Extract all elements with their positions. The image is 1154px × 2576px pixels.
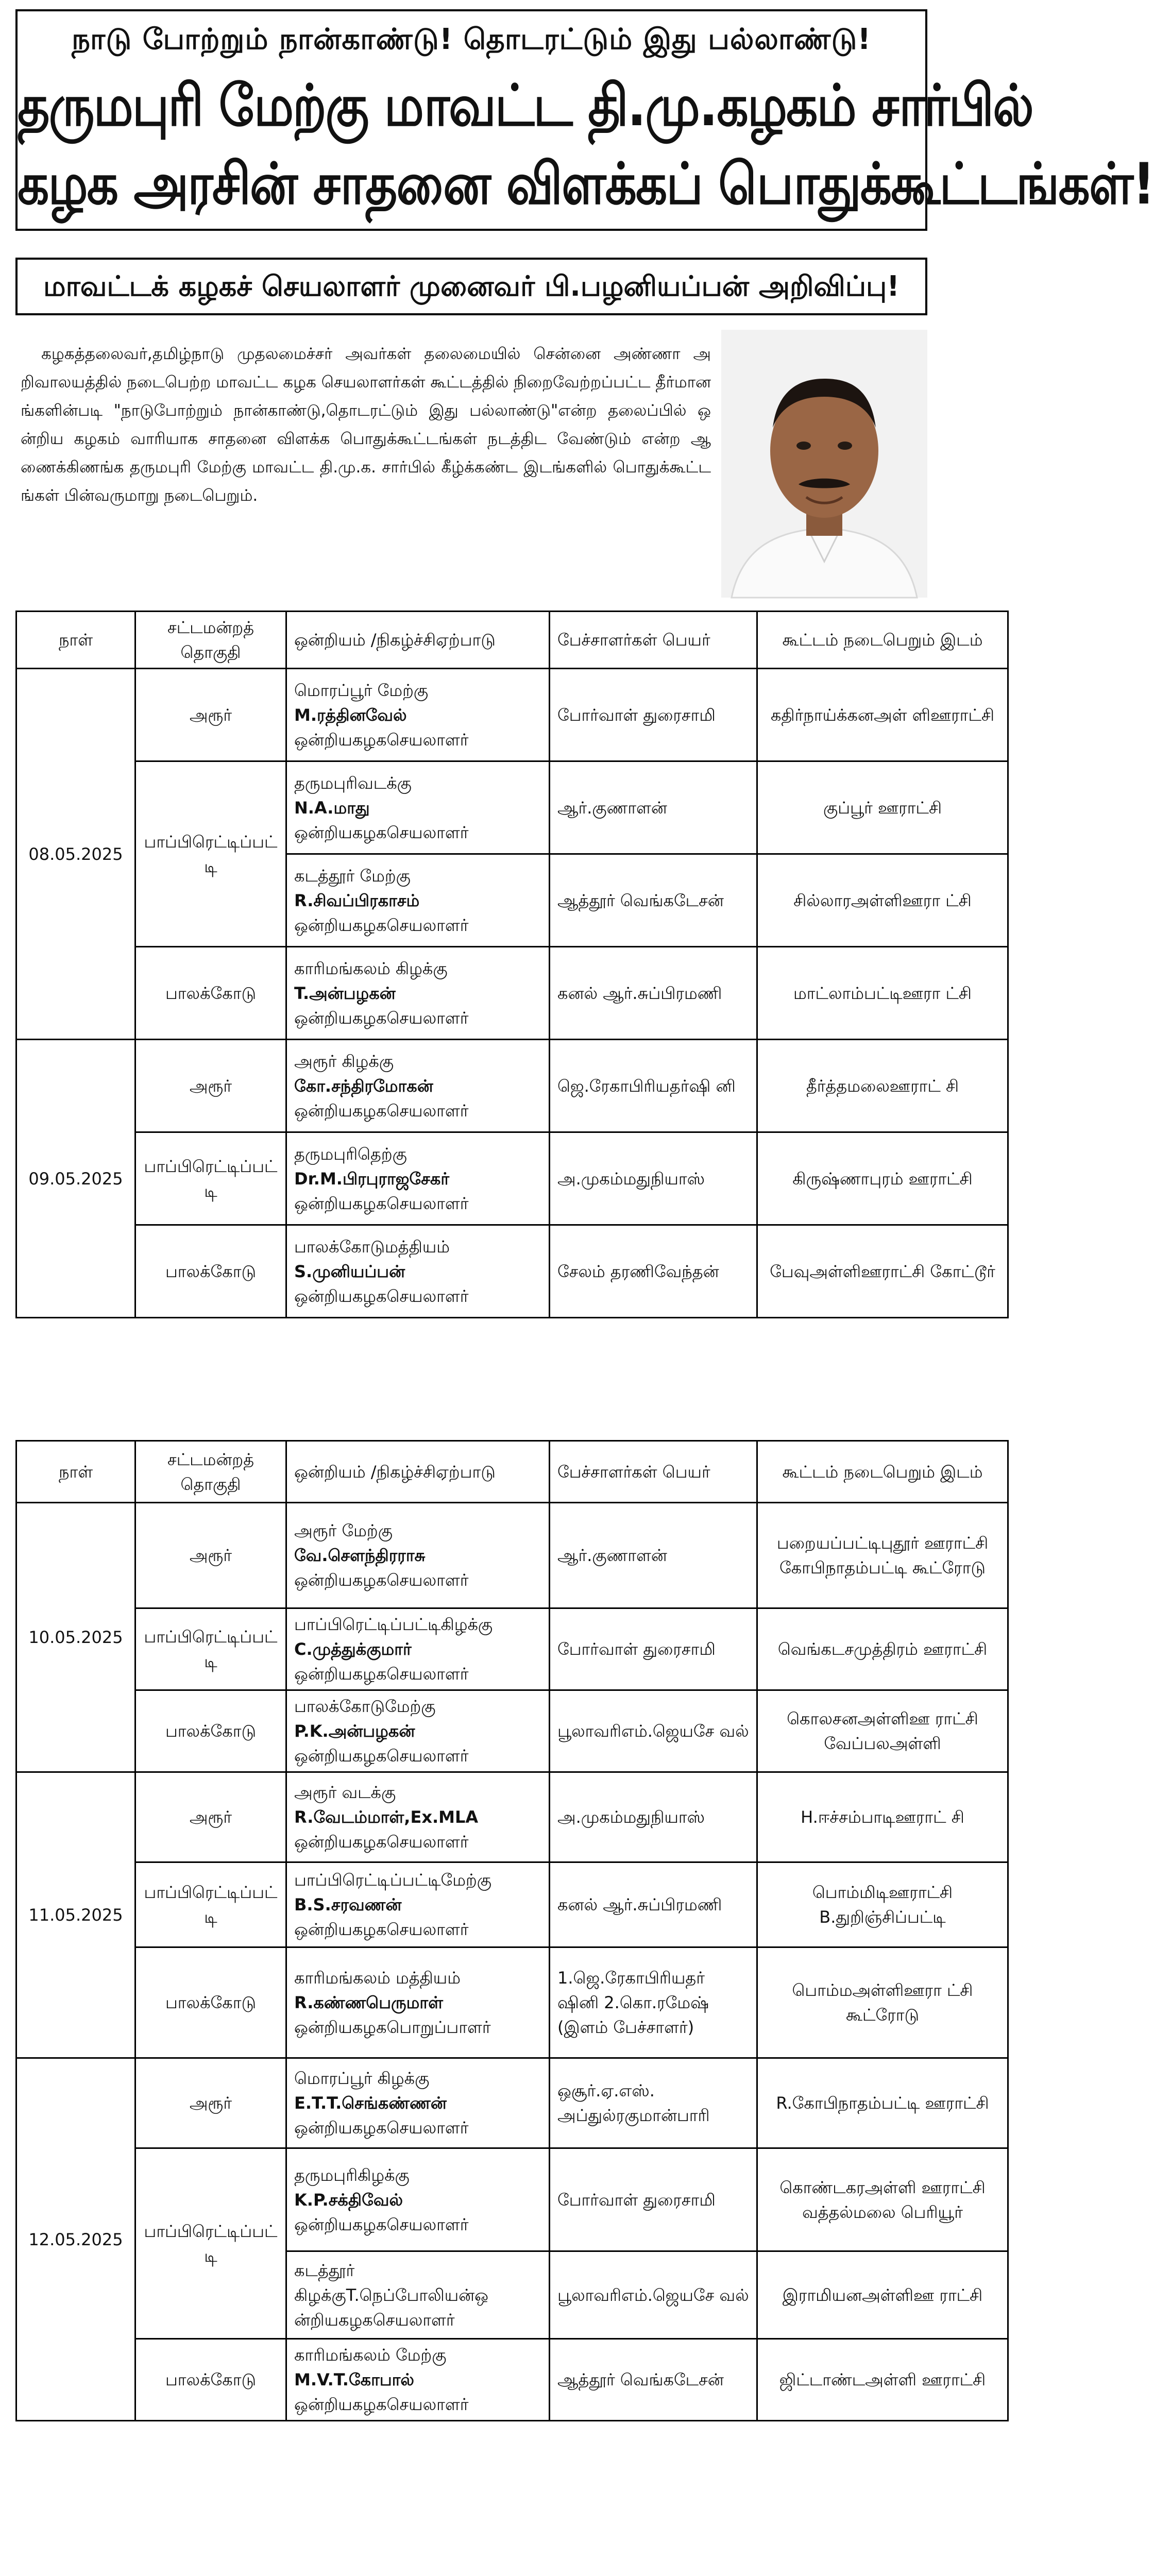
place-cell: மாட்லாம்பட்டிஊரா ட்சி	[757, 947, 1008, 1040]
union-line: அரூர் வடக்கு	[294, 1783, 396, 1802]
union-role: ஒன்றியகழகசெயலாளர்	[294, 1286, 469, 1306]
union-line: மொரப்பூர் கிழக்கு	[294, 2069, 430, 2088]
union-cell	[286, 1690, 550, 1772]
table-row	[16, 669, 1008, 761]
place-cell: வெங்கடசமுத்திரம் ஊராட்சி	[757, 1608, 1008, 1690]
union-role: ஒன்றியகழகசெயலாளர்	[294, 1100, 469, 1121]
table-row	[16, 1690, 1008, 1772]
union-name: B.S.சரவணன்	[294, 1895, 402, 1914]
union-name: T.அன்பழகன்	[294, 983, 396, 1003]
table-row	[16, 2339, 1008, 2421]
union-role: ஒன்றியகழகசெயலாளர்	[294, 1570, 469, 1590]
union-name: N.A.மாது	[294, 798, 370, 818]
speaker-cell: ஒசூர்.ஏ.எஸ். அப்துல்ரகுமான்பாரி	[550, 2058, 757, 2148]
union-line: காரிமங்கலம் மத்தியம்	[294, 1968, 461, 1988]
constituency-cell: பாப்பிரெட்டிப்பட் டி	[135, 761, 286, 947]
place-cell: R.கோபிநாதம்பட்டி ஊராட்சி	[757, 2058, 1008, 2148]
union-cell	[286, 2251, 550, 2339]
union-line: காரிமங்கலம் கிழக்கு	[294, 958, 448, 978]
union-cell	[286, 1040, 550, 1132]
union-role: ஒன்றியகழகசெயலாளர்	[294, 1664, 469, 1684]
union-role: ஒன்றியகழகசெயலாளர்	[294, 2395, 469, 2414]
date-cell: 12.05.2025	[16, 2058, 135, 2421]
header-union: ஒன்றியம் /நிகழ்ச்சிஏற்பாடு	[286, 612, 550, 669]
union-name: R.சிவப்பிரகாசம்	[294, 890, 420, 910]
union-name: Dr.M.பிரபுராஜசேகர்	[294, 1168, 450, 1189]
intro-paragraph: கழகத்தலைவர்,தமிழ்நாடு முதலமைச்சர் அவர்கள் தலைமையில் சென்னை அண்ணா அறிவாலயத்தில் நடைபெற்ற மாவட்ட கழக செயலாளர்கள் கூட்டத்தில் நிறைவேற்றப்பட்ட தீர்மானங்களின்படி "நாடுபோற்றும் நான்காண்டு,தொடரட்டும் இது பல்லாண்டு"என்ற தலைப்பில் ஒன்றிய கழகம் வாரியாக சாதனை விளக்க பொதுக்கூட்டங்கள் நடத்திட வேண்டும் என்ற ஆணைக்கிணங்க தருமபுரி மேற்கு மாவட்ட தி.மு.க. சார்பில் கீழ்க்கண்ட இடங்களில் பொதுக்கூட்டங்கள் பின்வருமாறு நடைபெறும்.	[21, 345, 711, 505]
union-name: E.T.T.செங்கண்ணன்	[294, 2093, 447, 2113]
header-constituency: சட்டமன்றத் தொகுதி	[135, 612, 286, 669]
date-cell: 08.05.2025	[16, 669, 135, 1040]
speaker-cell: 1.ஜெ.ரேகாபிரியதர் ஷினி 2.கொ.ரமேஷ் (இளம் பேச்சாளர்)	[550, 1947, 757, 2058]
constituency-cell: அரூர்	[135, 2058, 286, 2148]
speaker-cell: கனல் ஆர்.சுப்பிரமணி	[550, 1862, 757, 1947]
union-line: அரூர் மேற்கு	[294, 1521, 393, 1540]
union-name: S.முனியப்பன்	[294, 1261, 405, 1281]
place-cell: பறையப்பட்டிபுதூர் ஊராட்சி கோபிநாதம்பட்டி கூட்ரோடு	[757, 1503, 1008, 1608]
union-role: ஒன்றியகழகசெயலாளர்	[294, 730, 469, 750]
table-header-row	[16, 612, 1008, 669]
union-cell	[286, 1225, 550, 1318]
union-name: வே.சௌந்திரராசு	[294, 1546, 426, 1565]
union-line: பாப்பிரெட்டிப்பட்டிகிழக்கு	[294, 1615, 493, 1634]
date-cell: 10.05.2025	[16, 1503, 135, 1772]
speaker-cell: அ.முகம்மதுநியாஸ்	[550, 1132, 757, 1225]
constituency-cell: அரூர்	[135, 669, 286, 761]
speaker-cell: போர்வாள் துரைசாமி	[550, 2148, 757, 2251]
constituency-cell: அரூர்	[135, 1503, 286, 1608]
speaker-cell: சேலம் தரணிவேந்தன்	[550, 1225, 757, 1318]
table-row	[16, 1040, 1008, 1132]
table-row	[16, 1132, 1008, 1225]
table-row	[16, 1608, 1008, 1690]
header-speaker: பேச்சாளர்கள் பெயர்	[550, 612, 757, 669]
speaker-cell: ஆர்.குணாளன்	[550, 1503, 757, 1608]
union-line: தருமபுரிகிழக்கு	[294, 2165, 410, 2185]
union-name: கோ.சந்திரமோகன்	[294, 1076, 433, 1096]
union-cell	[286, 1772, 550, 1862]
union-line: தருமபுரிவடக்கு	[294, 773, 412, 793]
place-cell: கதிர்நாய்க்கனஅள் ளிஊராட்சி	[757, 669, 1008, 761]
place-cell: பொம்மஅள்ளிஊரா ட்சி கூட்ரோடு	[757, 1947, 1008, 2058]
union-cell	[286, 947, 550, 1040]
union-cell	[286, 1608, 550, 1690]
union-line: பாப்பிரெட்டிப்பட்டிமேற்கு	[294, 1870, 491, 1890]
person-portrait-icon	[721, 330, 927, 598]
table-row	[16, 1503, 1008, 1608]
union-name: K.P.சக்திவேல்	[294, 2190, 403, 2210]
header-constituency: சட்டமன்றத் தொகுதி	[135, 1441, 286, 1503]
union-role: ஒன்றியகழகசெயலாளர்	[294, 2214, 469, 2234]
table-row	[16, 2148, 1008, 2251]
table-row	[16, 1947, 1008, 2058]
constituency-cell: பாலக்கோடு	[135, 2339, 286, 2421]
date-cell: 09.05.2025	[16, 1040, 135, 1318]
union-name: C.முத்துக்குமார்	[294, 1639, 412, 1659]
table-row	[16, 2058, 1008, 2148]
table-row	[16, 1862, 1008, 1947]
place-cell: கொலசனஅள்ளிஊ ராட்சி வேப்பலஅள்ளி	[757, 1690, 1008, 1772]
date-cell: 11.05.2025	[16, 1772, 135, 2058]
union-role: ஒன்றியகழகசெயலாளர்	[294, 2118, 469, 2138]
union-cell	[286, 1947, 550, 2058]
constituency-cell: பாப்பிரெட்டிப்பட் டி	[135, 1862, 286, 1947]
place-cell: பேவுஅள்ளிஊராட்சி கோட்டூர்	[757, 1225, 1008, 1318]
place-cell: கொண்டகரஅள்ளி ஊராட்சி வத்தல்மலை பெரியூர்	[757, 2148, 1008, 2251]
speaker-cell: அ.முகம்மதுநியாஸ்	[550, 1772, 757, 1862]
speaker-cell: ஆர்.குணாளன்	[550, 761, 757, 854]
union-name: R.வேடம்மாள்,Ex.MLA	[294, 1807, 479, 1827]
constituency-cell: அரூர்	[135, 1040, 286, 1132]
header-union: ஒன்றியம் /நிகழ்ச்சிஏற்பாடு	[286, 1441, 550, 1503]
union-role: ஒன்றியகழகபொறுப்பாளர்	[294, 2018, 491, 2037]
header-box	[15, 9, 1154, 231]
union-line: பாலக்கோடுமத்தியம்	[294, 1236, 450, 1257]
union-role: ஒன்றியகழகசெயலாளர்	[294, 915, 469, 935]
union-line: தருமபுரிதெற்கு	[294, 1144, 407, 1164]
table-row	[16, 1772, 1008, 1862]
union-role: ஒன்றியகழகசெயலாளர்	[294, 1832, 469, 1852]
union-cell	[286, 2148, 550, 2251]
place-cell: H.ஈச்சம்பாடிஊராட் சி	[757, 1772, 1008, 1862]
union-cell	[286, 669, 550, 761]
header-place: கூட்டம் நடைபெறும் இடம்	[757, 612, 1008, 669]
place-cell: இராமியனஅள்ளிஊ ராட்சி	[757, 2251, 1008, 2339]
place-cell: தீர்த்தமலைஊராட் சி	[757, 1040, 1008, 1132]
union-role: ஒன்றியகழகசெயலாளர்	[294, 1193, 469, 1213]
union-role: ஒன்றியகழகசெயலாளர்	[294, 822, 469, 842]
speaker-cell: கனல் ஆர்.சுப்பிரமணி	[550, 947, 757, 1040]
subtitle: மாவட்டக் கழகச் செயலாளர் முனைவர் பி.பழனியப்பன் அறிவிப்பு!	[15, 258, 927, 315]
union-name: P.K.அன்பழகன்	[294, 1721, 415, 1741]
place-cell: சில்லாரஅள்ளிஊரா ட்சி	[757, 854, 1008, 947]
union-role: ஒன்றியகழகசெயலாளர்	[294, 1746, 469, 1766]
place-cell: பொம்மிடிஊராட்சி B.துறிஞ்சிப்பட்டி	[757, 1862, 1008, 1947]
union-cell	[286, 1862, 550, 1947]
speaker-cell: ஆத்தூர் வெங்கடேசன்	[550, 854, 757, 947]
speaker-cell: ஆத்தூர் வெங்கடேசன்	[550, 2339, 757, 2421]
table-row	[16, 947, 1008, 1040]
constituency-cell: பாலக்கோடு	[135, 947, 286, 1040]
union-cell	[286, 2058, 550, 2148]
union-line: கடத்தூர் மேற்கு	[294, 866, 411, 886]
constituency-cell: பாப்பிரெட்டிப்பட் டி	[135, 1608, 286, 1690]
speaker-cell: பூலாவரிஎம்.ஜெயசே வல்	[550, 2251, 757, 2339]
union-line: மொரப்பூர் மேற்கு	[294, 680, 429, 700]
constituency-cell: பாப்பிரெட்டிப்பட் டி	[135, 1132, 286, 1225]
header-date: நாள்	[16, 1441, 135, 1503]
constituency-cell: பாலக்கோடு	[135, 1947, 286, 2058]
header-speaker: பேச்சாளர்கள் பெயர்	[550, 1441, 757, 1503]
union-line: காரிமங்கலம் மேற்கு	[294, 2345, 447, 2365]
union-line: அரூர் கிழக்கு	[294, 1051, 394, 1071]
speaker-cell: போர்வாள் துரைசாமி	[550, 669, 757, 761]
union-name: R.கண்ணபெருமாள்	[294, 1993, 444, 2012]
schedule-table-1	[15, 611, 1009, 1318]
speaker-cell: போர்வாள் துரைசாமி	[550, 1608, 757, 1690]
place-cell: கிருஷ்ணாபுரம் ஊராட்சி	[757, 1132, 1008, 1225]
title-line-1: தருமபுரி மேற்கு மாவட்ட தி.மு.கழகம் சார்பில்	[18, 72, 1033, 139]
union-cell	[286, 2339, 550, 2421]
union-cell	[286, 1132, 550, 1225]
schedule-table-2	[15, 1440, 1009, 2421]
union-cell	[286, 854, 550, 947]
title-line-2: கழக அரசின் சாதனை விளக்கப் பொதுக்கூட்டங்கள்!	[18, 150, 1154, 217]
union-role: ஒன்றியகழகசெயலாளர்	[294, 1008, 469, 1028]
speaker-cell: பூலாவரிஎம்.ஜெயசே வல்	[550, 1690, 757, 1772]
header-date: நாள்	[16, 612, 135, 669]
table-header-row	[16, 1441, 1008, 1503]
table-row	[16, 761, 1008, 854]
union-line: பாலக்கோடுமேற்கு	[294, 1697, 436, 1716]
union-cell	[286, 761, 550, 854]
table-row	[16, 1225, 1008, 1318]
union-line: கடத்தூர் கிழக்குT.நெப்போலியன்ஒ	[294, 2260, 488, 2305]
slogan: நாடு போற்றும் நான்காண்டு! தொடரட்டும் இது பல்லாண்டு!	[72, 23, 871, 56]
union-name: M.ரத்தினவேல்	[294, 705, 407, 725]
union-cell	[286, 1503, 550, 1608]
constituency-cell: பாலக்கோடு	[135, 1225, 286, 1318]
place-cell: குப்பூர் ஊராட்சி	[757, 761, 1008, 854]
speaker-cell: ஜெ.ரேகாபிரியதர்ஷி னி	[550, 1040, 757, 1132]
constituency-cell: பாப்பிரெட்டிப்பட் டி	[135, 2148, 286, 2339]
union-name: M.V.T.கோபால்	[294, 2370, 414, 2389]
constituency-cell: அரூர்	[135, 1772, 286, 1862]
union-role: ன்றியகழகசெயலாளர்	[294, 2310, 455, 2330]
header-place: கூட்டம் நடைபெறும் இடம்	[757, 1441, 1008, 1503]
place-cell: ஜிட்டாண்டஅள்ளி ஊராட்சி	[757, 2339, 1008, 2421]
constituency-cell: பாலக்கோடு	[135, 1690, 286, 1772]
union-role: ஒன்றியகழகசெயலாளர்	[294, 1920, 469, 1939]
